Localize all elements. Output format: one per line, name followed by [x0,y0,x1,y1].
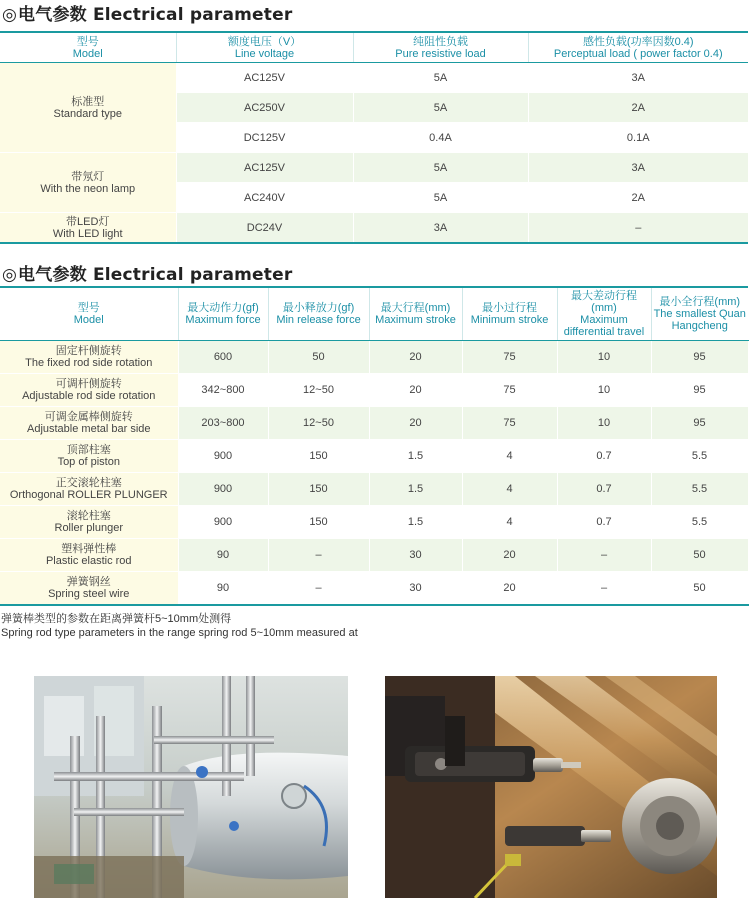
electrical-parameter-table-2 [0,286,749,606]
table-row [0,572,748,606]
cell-resistive: 5A [353,93,528,123]
cell-max-force: 90 [178,572,268,606]
cell-min-stroke: 4 [462,506,557,539]
group-standard: 标准型 Standard type [0,63,176,153]
cell-model: 弹簧钢丝 Spring steel wire [0,572,178,606]
group-led-light: 带LED灯 With LED light [0,213,176,244]
cell-min-release: 150 [268,506,369,539]
cell-model: 固定杆侧旋转 The fixed rod side rotation [0,341,178,374]
cell-resistive: 3A [353,213,528,244]
header-model: 型号 Model [0,32,176,63]
cell-min-release: 150 [268,473,369,506]
cell-total-travel: 5.5 [651,473,748,506]
electrical-parameter-table-1 [0,31,748,244]
table-row [0,473,748,506]
cell-diff-travel: 10 [557,407,651,440]
cell-model: 塑料弹性棒 Plastic elastic rod [0,539,178,572]
cell-max-stroke: 20 [369,374,462,407]
cell-max-force: 90 [178,539,268,572]
table-row [0,407,748,440]
cell-min-stroke: 4 [462,473,557,506]
table-row [0,153,748,183]
cell-max-stroke: 1.5 [369,473,462,506]
cell-inductive: 2A [528,183,748,213]
cell-voltage: AC125V [176,63,353,93]
cell-voltage: AC125V [176,153,353,183]
cell-min-stroke: 20 [462,572,557,606]
cell-model: 正交滚轮柱塞 Orthogonal ROLLER PLUNGER [0,473,178,506]
header-resistive-load: 纯阻性负载 Pure resistive load [353,32,528,63]
table-row [0,213,748,244]
cell-model: 可调金属棒侧旋转 Adjustable metal bar side [0,407,178,440]
cell-max-stroke: 30 [369,539,462,572]
cell-inductive: 3A [528,63,748,93]
cell-min-stroke: 75 [462,407,557,440]
cell-voltage: DC24V [176,213,353,244]
cell-total-travel: 50 [651,539,748,572]
cell-min-release: 12~50 [268,407,369,440]
note-en: Spring rod type parameters in the range spring rod 5~10mm measured at [1,627,358,639]
header-line-voltage: 额度电压（V） Line voltage [176,32,353,63]
circle-bullet-icon: ◎ [2,265,18,285]
group-neon-lamp: 带氖灯 With the neon lamp [0,153,176,213]
cell-model: 滚轮柱塞 Roller plunger [0,506,178,539]
cell-total-travel: 50 [651,572,748,606]
cell-min-release: – [268,539,369,572]
header-min-release-force: 最小释放力(gf) Min release force [268,287,369,341]
cell-min-release: 12~50 [268,374,369,407]
cell-diff-travel: – [557,572,651,606]
cell-max-force: 900 [178,506,268,539]
table-row [0,374,748,407]
note-zh: 弹簧棒类型的参数在距离弹簧杆5~10mm处测得 [1,613,232,625]
cell-max-force: 900 [178,473,268,506]
header-min-stroke: 最小过行程 Minimum stroke [462,287,557,341]
table-row [0,63,748,93]
cell-diff-travel: – [557,539,651,572]
header-max-stroke: 最大行程(mm) Maximum stroke [369,287,462,341]
cell-min-release: 50 [268,341,369,374]
table-header-row [0,32,748,63]
cell-min-stroke: 75 [462,341,557,374]
cell-voltage: AC240V [176,183,353,213]
cell-resistive: 5A [353,63,528,93]
cell-resistive: 0.4A [353,123,528,153]
cell-resistive: 5A [353,153,528,183]
cell-max-stroke: 1.5 [369,506,462,539]
table-row [0,506,748,539]
cell-max-stroke: 30 [369,572,462,606]
cell-max-force: 900 [178,440,268,473]
cell-max-force: 342~800 [178,374,268,407]
cell-resistive: 5A [353,183,528,213]
header-total-travel: 最小全行程(mm) The smallest Quan Hangcheng [651,287,748,341]
table-row [0,440,748,473]
cell-diff-travel: 0.7 [557,473,651,506]
cell-min-stroke: 20 [462,539,557,572]
cell-diff-travel: 0.7 [557,440,651,473]
cell-max-force: 203~800 [178,407,268,440]
micro-switch-machine-photo [385,676,717,898]
cell-inductive: – [528,213,748,244]
header-diff-travel: 最大差动行程 (mm) Maximum differential travel [557,287,651,341]
cell-diff-travel: 10 [557,341,651,374]
cell-inductive: 0.1A [528,123,748,153]
cell-voltage: DC125V [176,123,353,153]
cell-model: 可调杆侧旋转 Adjustable rod side rotation [0,374,178,407]
cell-min-release: 150 [268,440,369,473]
cell-min-stroke: 75 [462,374,557,407]
header-max-force: 最大动作力(gf) Maximum force [178,287,268,341]
cell-max-stroke: 20 [369,341,462,374]
cell-total-travel: 95 [651,341,748,374]
cell-diff-travel: 0.7 [557,506,651,539]
section-2-title: ◎电气参数 Electrical parameter [2,265,293,285]
cell-inductive: 2A [528,93,748,123]
cell-inductive: 3A [528,153,748,183]
cell-max-stroke: 20 [369,407,462,440]
cell-min-release: – [268,572,369,606]
header-model: 型号 Model [0,287,178,341]
industrial-piping-photo [34,676,348,898]
cell-voltage: AC250V [176,93,353,123]
cell-min-stroke: 4 [462,440,557,473]
table-row [0,341,748,374]
cell-diff-travel: 10 [557,374,651,407]
table-header-row [0,287,748,341]
cell-total-travel: 95 [651,374,748,407]
cell-max-force: 600 [178,341,268,374]
header-inductive-load: 感性负载(功率因数0.4) Perceptual load ( power factor 0.4) [528,32,748,63]
cell-total-travel: 5.5 [651,506,748,539]
cell-total-travel: 5.5 [651,440,748,473]
cell-max-stroke: 1.5 [369,440,462,473]
section-1-title: ◎电气参数 Electrical parameter [2,5,293,25]
table-row [0,539,748,572]
cell-total-travel: 95 [651,407,748,440]
circle-bullet-icon: ◎ [2,5,18,25]
cell-model: 顶部柱塞 Top of piston [0,440,178,473]
measurement-note [1,612,358,640]
